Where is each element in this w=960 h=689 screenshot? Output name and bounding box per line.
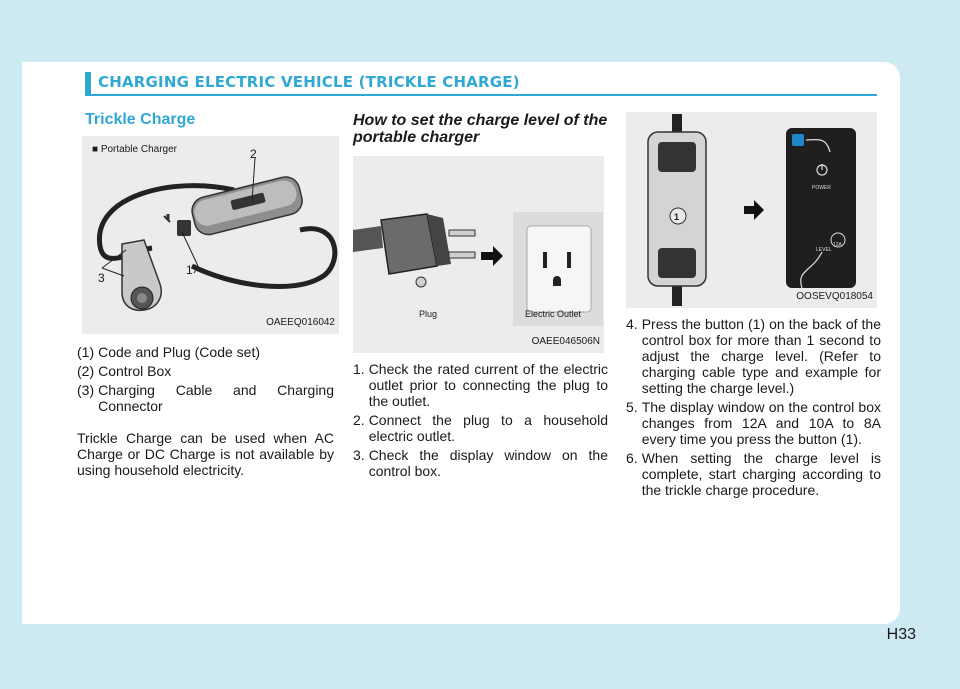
outlet-label: Electric Outlet bbox=[525, 309, 582, 319]
callout-3: 3 bbox=[98, 271, 105, 285]
level-label: LEVEL bbox=[816, 247, 832, 253]
portable-charger-figure bbox=[82, 136, 339, 334]
charging-connector-graphic bbox=[122, 240, 161, 310]
plug-outlet-illustration bbox=[353, 156, 604, 353]
step-number: 5. bbox=[626, 399, 638, 415]
trickle-charge-paragraph: Trickle Charge can be used when AC Charge or DC Charge is not available by using household electricity. bbox=[77, 430, 334, 478]
legend-item bbox=[77, 344, 334, 360]
step-text: The display window on the control box changes from 12A and 10A to 8A every time you press the button (1). bbox=[641, 399, 881, 447]
legend-item bbox=[77, 363, 334, 379]
charger-cable bbox=[192, 229, 335, 287]
figure-code: OOSEVQ018054 bbox=[796, 291, 873, 302]
step-item bbox=[353, 447, 608, 479]
right-column bbox=[626, 112, 881, 501]
section-accent-bar bbox=[85, 72, 91, 95]
plug-graphic bbox=[353, 214, 475, 287]
legend-text: Control Box bbox=[98, 363, 172, 379]
step-number: 3. bbox=[353, 447, 365, 463]
step-item bbox=[626, 316, 881, 396]
control-box-figure bbox=[626, 112, 877, 308]
arrow-icon bbox=[481, 246, 503, 266]
level-value: 12A bbox=[833, 242, 842, 248]
step-item bbox=[353, 361, 608, 409]
figure-caption: ■ Portable Charger bbox=[92, 144, 177, 155]
step-text: Check the rated current of the electric outlet prior to connecting the plug to the outlet. bbox=[368, 361, 608, 409]
callout-1: 1 bbox=[186, 263, 193, 277]
portable-charger-illustration bbox=[82, 136, 339, 334]
section-rule bbox=[85, 94, 877, 96]
step-item bbox=[626, 399, 881, 447]
legend-item bbox=[77, 382, 334, 414]
step-number: 6. bbox=[626, 450, 638, 466]
step-number: 4. bbox=[626, 316, 638, 332]
trickle-charge-heading: Trickle Charge bbox=[85, 111, 196, 128]
legend-text: Charging Cable and Charging Connector bbox=[98, 382, 334, 414]
step-text: Press the button (1) on the back of the control box for more than 1 second to adjust the charge level. (Refer to charging cable type and example for setting the charge level.) bbox=[641, 316, 881, 396]
step-item bbox=[626, 450, 881, 498]
callout-1: 1 bbox=[674, 212, 680, 222]
step-number: 1. bbox=[353, 361, 365, 377]
step-text: Check the display window on the control box. bbox=[368, 447, 608, 479]
figure-code: OAEEQ016042 bbox=[266, 317, 335, 328]
control-box-illustration bbox=[626, 112, 877, 308]
step-item bbox=[353, 412, 608, 444]
control-box-front-graphic bbox=[786, 128, 856, 288]
legend-number: (3) bbox=[77, 382, 95, 398]
section-title: CHARGING ELECTRIC VEHICLE (TRICKLE CHARGE) bbox=[98, 73, 520, 91]
legend-number: (1) bbox=[77, 344, 95, 360]
plug-label: Plug bbox=[419, 309, 438, 319]
household-plug-graphic bbox=[164, 214, 191, 236]
figure-code: OAEE046506N bbox=[531, 336, 600, 347]
step-text: Connect the plug to a household electric outlet. bbox=[368, 412, 608, 444]
charge-level-heading: How to set the charge level of the portable charger bbox=[353, 112, 608, 146]
callout-2: 2 bbox=[250, 147, 257, 161]
legend-text: Code and Plug (Code set) bbox=[98, 344, 260, 360]
legend-number: (2) bbox=[77, 363, 95, 379]
plug-outlet-figure bbox=[353, 156, 604, 353]
left-column bbox=[77, 112, 334, 478]
arrow-icon bbox=[744, 200, 764, 220]
page-number: H33 bbox=[886, 626, 916, 643]
step-text: When setting the charge level is complete, start charging according to the trickle charge procedure. bbox=[641, 450, 881, 498]
middle-column bbox=[353, 112, 608, 482]
power-label: POWER bbox=[812, 185, 831, 191]
step-number: 2. bbox=[353, 412, 365, 428]
